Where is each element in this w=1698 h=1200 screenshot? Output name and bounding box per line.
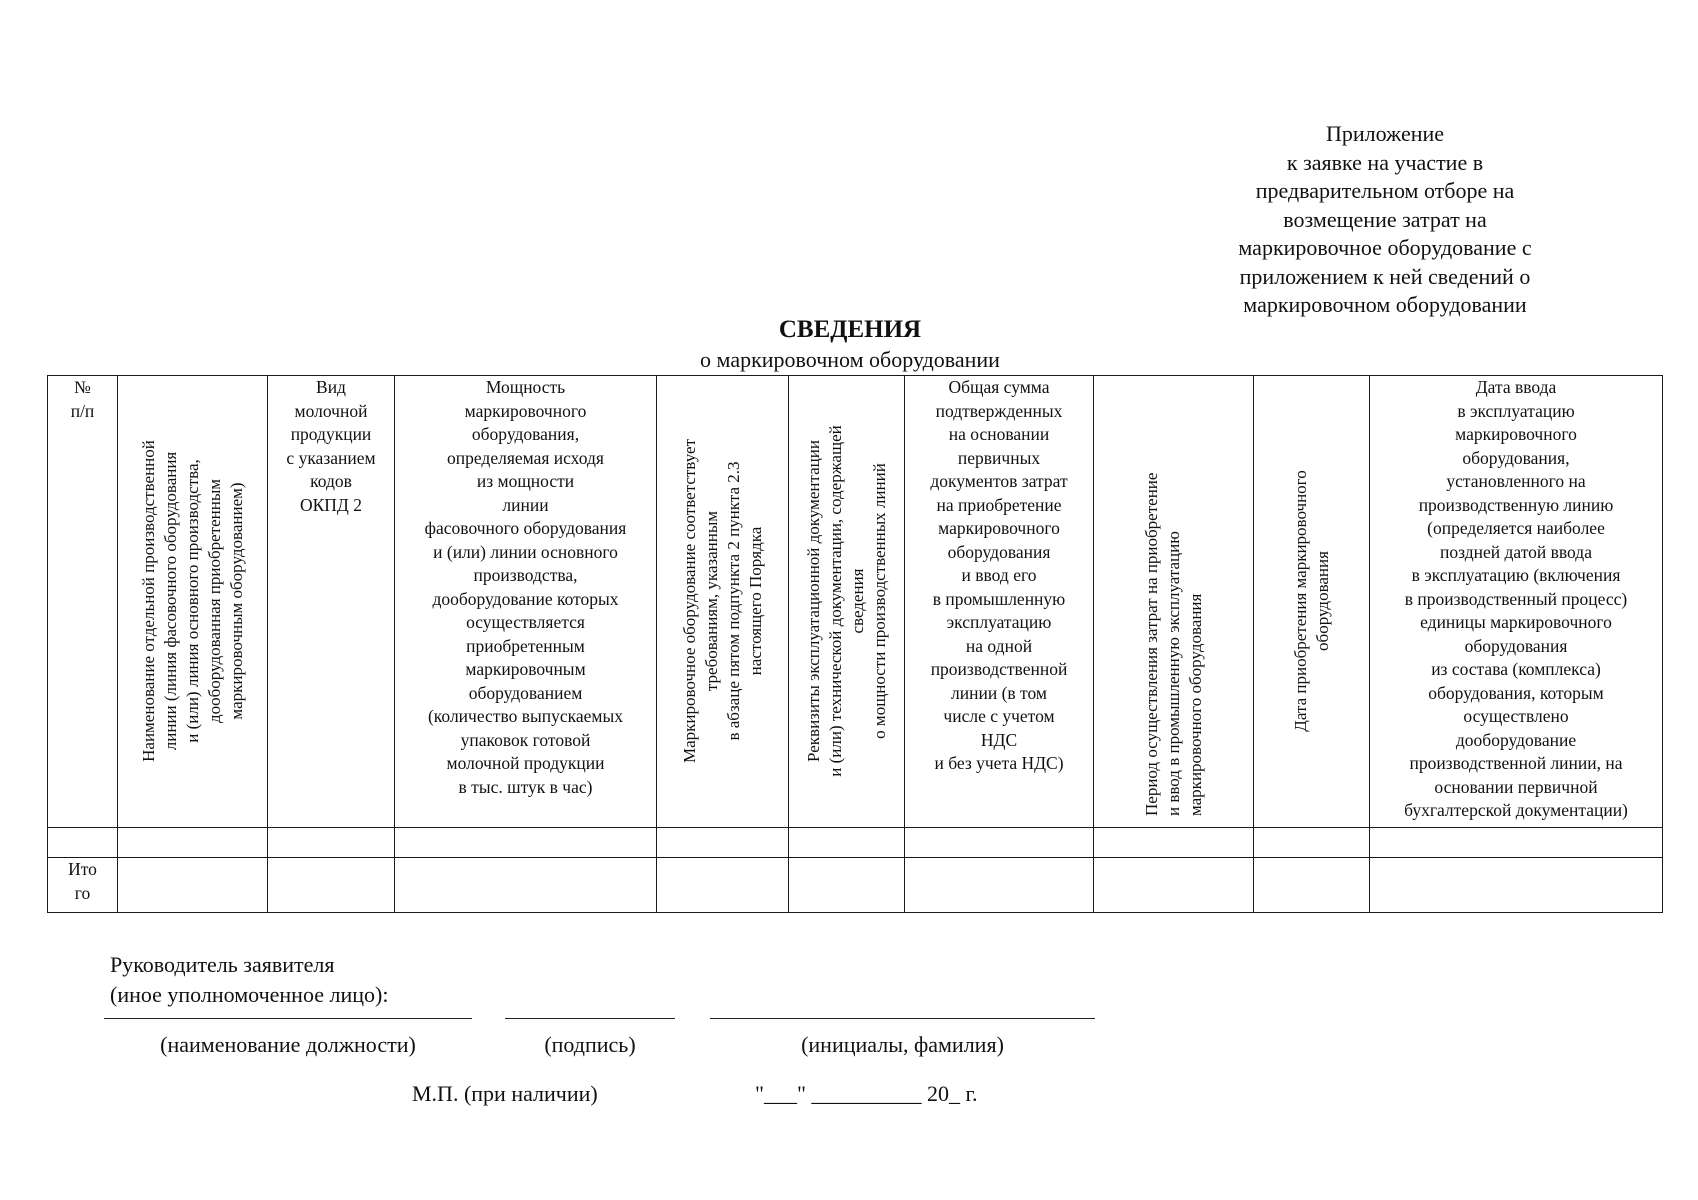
table-cell <box>395 828 657 858</box>
header-line: первичных <box>957 447 1041 468</box>
header-line: дооборудованная приобретенным <box>204 478 224 724</box>
header-line: оборудования, <box>471 424 580 444</box>
header-line: единицы маркировочного <box>1420 612 1612 632</box>
total-label-line: Ито <box>68 859 97 879</box>
header-line: Реквизиты эксплуатационной документации <box>803 440 823 762</box>
total-row <box>48 858 1663 913</box>
appendix-line: к заявке на участие в <box>1286 149 1484 175</box>
header-line: в эксплуатацию (включения <box>1411 565 1621 585</box>
header-line: производственной линии, на <box>1409 753 1623 773</box>
header-line: эксплуатацию <box>946 612 1052 632</box>
header-line: оборудования, которым <box>1428 682 1604 703</box>
appendix-line: маркировочное оборудование с <box>1238 235 1532 260</box>
header-line: бухгалтерской документации) <box>1404 800 1628 820</box>
header-line: требованиям, указанным <box>701 510 721 692</box>
table-cell <box>1370 828 1663 858</box>
header-line: Дата приобретения маркировочного <box>1290 470 1310 732</box>
header-line: НДС <box>980 729 1018 750</box>
header-line: в абзаце пятом подпункта 2 пункта 2.3 <box>723 461 743 741</box>
header-line: на основании <box>948 424 1050 444</box>
col-header-commissioning-date <box>1370 376 1663 828</box>
signature-caption: (подпись) <box>544 1032 636 1057</box>
header-line: маркировочным <box>465 659 586 679</box>
header-line: Наименование отдельной производственной <box>138 440 158 762</box>
table-cell <box>1094 858 1254 913</box>
col-header-product-type <box>268 376 395 828</box>
header-line: (количество выпускаемых <box>427 706 623 726</box>
table-cell <box>48 828 118 858</box>
header-line: Маркировочное оборудование соответствует <box>679 439 699 764</box>
header-line: маркировочного <box>1455 424 1577 444</box>
table-cell <box>905 828 1094 858</box>
header-line: документов затрат <box>930 471 1068 491</box>
header-line: ОКПД 2 <box>299 494 362 515</box>
table-cell <box>1254 858 1370 913</box>
header-line: из состава (комплекса) <box>1431 659 1601 679</box>
header-line: Период осуществления затрат на приобретение <box>1141 472 1161 816</box>
header-line: и (или) линии основного <box>433 541 618 562</box>
header-line: молочной <box>294 400 368 421</box>
header-line: молочной продукции <box>446 753 605 773</box>
col-header-cost-period <box>1094 376 1254 828</box>
header-line: маркировочного <box>938 518 1060 538</box>
table-cell <box>118 828 268 858</box>
appendix-line: маркировочном оборудовании <box>1243 292 1527 317</box>
table-cell <box>1094 828 1254 858</box>
position-caption: (наименование должности) <box>160 1032 416 1057</box>
table-cell <box>1370 858 1663 913</box>
header-line: Мощность <box>485 377 566 397</box>
name-caption: (инициалы, фамилия) <box>801 1032 1004 1057</box>
position-line <box>104 1018 472 1019</box>
header-line: оборудования <box>1312 551 1332 651</box>
header-line: маркировочного оборудования <box>1185 593 1205 816</box>
header-line: оборудованием <box>468 682 583 703</box>
signer-label: Руководитель заявителя <box>110 952 335 977</box>
table-row <box>48 828 1663 858</box>
header-line: основании первичной <box>1434 776 1598 797</box>
header-line: линии (линия фасовочного оборудования <box>160 451 180 751</box>
col-header-compliance <box>657 376 789 828</box>
header-line: дооборудование которых <box>432 588 619 609</box>
header-line: и ввод в промышленную эксплуатацию <box>1163 531 1183 816</box>
col-header-line-name <box>118 376 268 828</box>
header-line: продукции <box>290 424 372 444</box>
header-line: в производственный процесс) <box>1404 588 1628 609</box>
header-line: на одной <box>965 635 1033 656</box>
appendix-line: приложением к ней сведений о <box>1239 263 1531 289</box>
header-line: Общая сумма <box>948 377 1050 397</box>
table-cell <box>789 828 905 858</box>
appendix-line: возмещение затрат на <box>1283 206 1487 232</box>
header-line: производственную линию <box>1418 494 1614 515</box>
col-header-purchase-date <box>1254 376 1370 828</box>
header-line: подтвержденных <box>935 400 1063 421</box>
appendix-header <box>1220 120 1550 320</box>
header-line: в эксплуатацию <box>1457 400 1575 421</box>
header-line: в тыс. штук в час) <box>458 776 593 797</box>
header-line: № <box>74 377 91 397</box>
header-line: осуществляется <box>466 612 585 632</box>
header-line: сведения <box>847 568 867 634</box>
col-header-documentation <box>789 376 905 828</box>
header-line: осуществлено <box>1463 706 1569 726</box>
header-line: Дата ввода <box>1475 377 1557 397</box>
appendix-line: Приложение <box>1325 121 1445 146</box>
header-line: в промышленную <box>932 588 1066 609</box>
header-line: производственной <box>930 659 1068 679</box>
col-header-total-cost <box>905 376 1094 828</box>
header-line: и (или) линия основного производства, <box>182 459 202 743</box>
header-line: линии <box>502 494 549 515</box>
header-line: о мощности производственных линий <box>869 463 889 739</box>
document-title: СВЕДЕНИЯ <box>778 316 922 343</box>
header-line: дооборудование <box>1455 729 1577 750</box>
header-line: оборудования <box>947 541 1051 562</box>
name-line <box>710 1018 1095 1019</box>
header-line: маркировочного <box>464 400 587 421</box>
table-cell <box>789 858 905 913</box>
header-line: Вид <box>316 377 346 397</box>
header-line: настоящего Порядка <box>745 526 765 676</box>
stamp-label: М.П. (при наличии) <box>412 1081 598 1106</box>
appendix-line: предварительном отборе на <box>1255 178 1515 203</box>
signature-line <box>505 1018 675 1019</box>
header-line: с указанием <box>286 447 376 468</box>
table-cell <box>657 828 789 858</box>
date-field: "___" __________ 20_ г. <box>755 1081 978 1106</box>
header-line: производства, <box>473 565 578 585</box>
header-line: из мощности <box>476 471 575 491</box>
header-line: кодов <box>310 471 352 491</box>
table-cell <box>905 858 1094 913</box>
header-line: числе с учетом <box>943 706 1055 726</box>
header-line: (определяется наиболее <box>1427 518 1605 538</box>
header-line: и ввод его <box>961 565 1037 585</box>
header-line: маркировочным оборудованием) <box>226 482 246 720</box>
header-line: оборудования <box>1464 635 1568 656</box>
header-line: поздней датой ввода <box>1440 541 1592 562</box>
header-line: упаковок готовой <box>460 729 591 750</box>
table-cell <box>395 858 657 913</box>
header-line: установленного на <box>1446 471 1586 491</box>
header-row <box>48 376 1663 828</box>
header-line: и без учета НДС) <box>934 753 1064 773</box>
total-label-line: го <box>74 882 91 903</box>
table-cell <box>657 858 789 913</box>
header-line: п/п <box>70 400 95 421</box>
table-cell <box>268 828 395 858</box>
table-cell <box>268 858 395 913</box>
equipment-table <box>47 375 1663 913</box>
table-cell <box>1254 828 1370 858</box>
document-subtitle: о маркировочном оборудовании <box>700 347 1000 372</box>
header-line: приобретенным <box>466 635 585 656</box>
header-line: на приобретение <box>936 494 1062 515</box>
header-line: фасовочного оборудования <box>424 518 627 538</box>
header-line: оборудования, <box>1462 447 1570 468</box>
col-header-number <box>48 376 118 828</box>
header-line: определяемая исходя <box>447 447 604 468</box>
total-label <box>48 858 118 913</box>
header-line: линии (в том <box>951 682 1047 703</box>
signer-label-alt: (иное уполномоченное лицо): <box>110 982 389 1007</box>
table-cell <box>118 858 268 913</box>
col-header-capacity <box>395 376 657 828</box>
header-line: и (или) технической документации, содержащей <box>825 425 845 777</box>
